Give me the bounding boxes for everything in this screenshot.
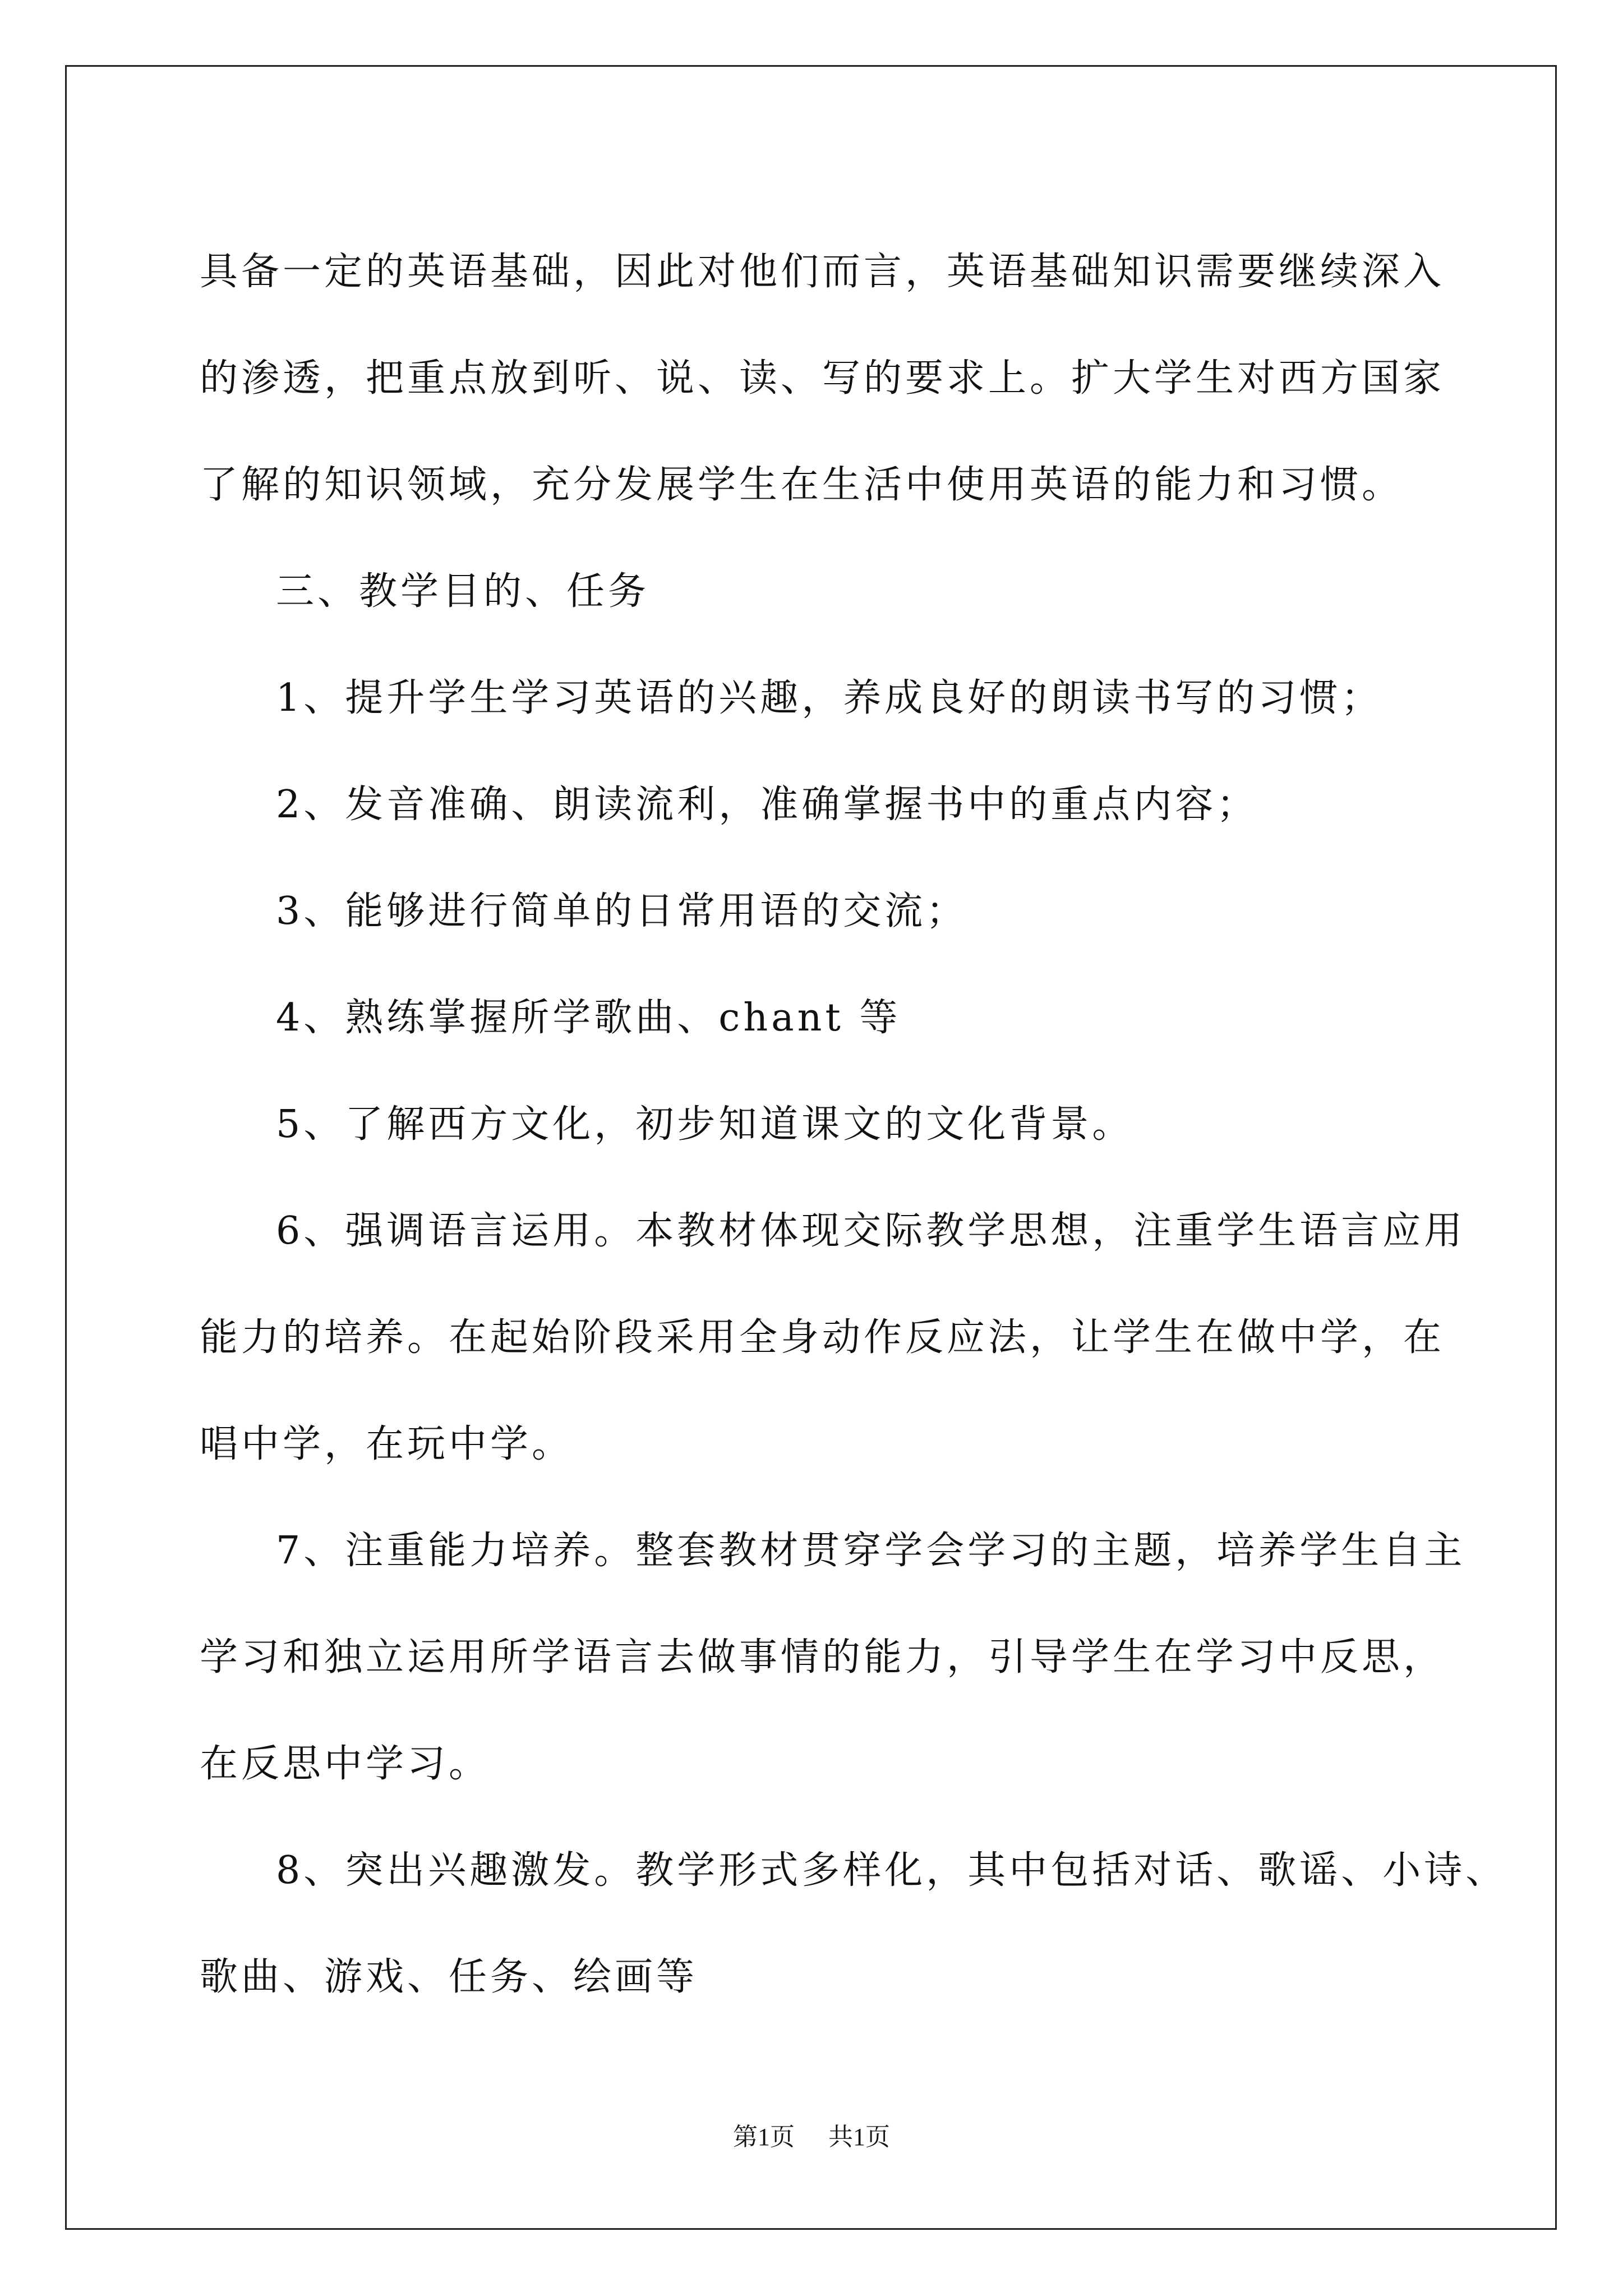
page-number: 第1页	[733, 2123, 795, 2151]
text-line: 能力的培养。在起始阶段采用全身动作反应法，让学生在做中学，在	[200, 1315, 1445, 1360]
list-item: 4、熟练掌握所学歌曲、chant 等	[276, 996, 901, 1040]
list-item: 6、强调语言运用。本教材体现交际教学思想，注重学生语言应用	[276, 1209, 1466, 1253]
text-line: 的渗透，把重点放到听、说、读、写的要求上。扩大学生对西方国家	[200, 356, 1445, 401]
text-line: 学习和独立运用所学语言去做事情的能力，引导学生在学习中反思，	[200, 1635, 1445, 1680]
list-item: 5、了解西方文化，初步知道课文的文化背景。	[276, 1102, 1134, 1147]
list-item: 2、发音准确、朗读流利，准确掌握书中的重点内容；	[276, 783, 1258, 827]
page-total: 共1页	[828, 2123, 890, 2151]
text-line: 了解的知识领域，充分发展学生在生活中使用英语的能力和习惯。	[200, 463, 1404, 507]
list-item: 1、提升学生学习英语的兴趣，养成良好的朗读书写的习惯；	[276, 676, 1383, 720]
page-footer	[0, 2120, 1623, 2154]
text-line: 歌曲、游戏、任务、绘画等	[200, 1955, 698, 1999]
section-heading: 三、教学目的、任务	[276, 569, 650, 614]
document-body	[200, 219, 1507, 2031]
list-item: 8、突出兴趣激发。教学形式多样化，其中包括对话、歌谣、小诗、	[276, 1848, 1507, 1893]
list-item: 3、能够进行简单的日常用语的交流；	[276, 889, 968, 933]
text-line: 具备一定的英语基础，因此对他们而言，英语基础知识需要继续深入	[200, 250, 1445, 294]
list-item: 7、注重能力培养。整套教材贯穿学会学习的主题，培养学生自主	[276, 1529, 1466, 1573]
text-line: 在反思中学习。	[200, 1742, 491, 1786]
text-line: 唱中学，在玩中学。	[200, 1422, 574, 1466]
